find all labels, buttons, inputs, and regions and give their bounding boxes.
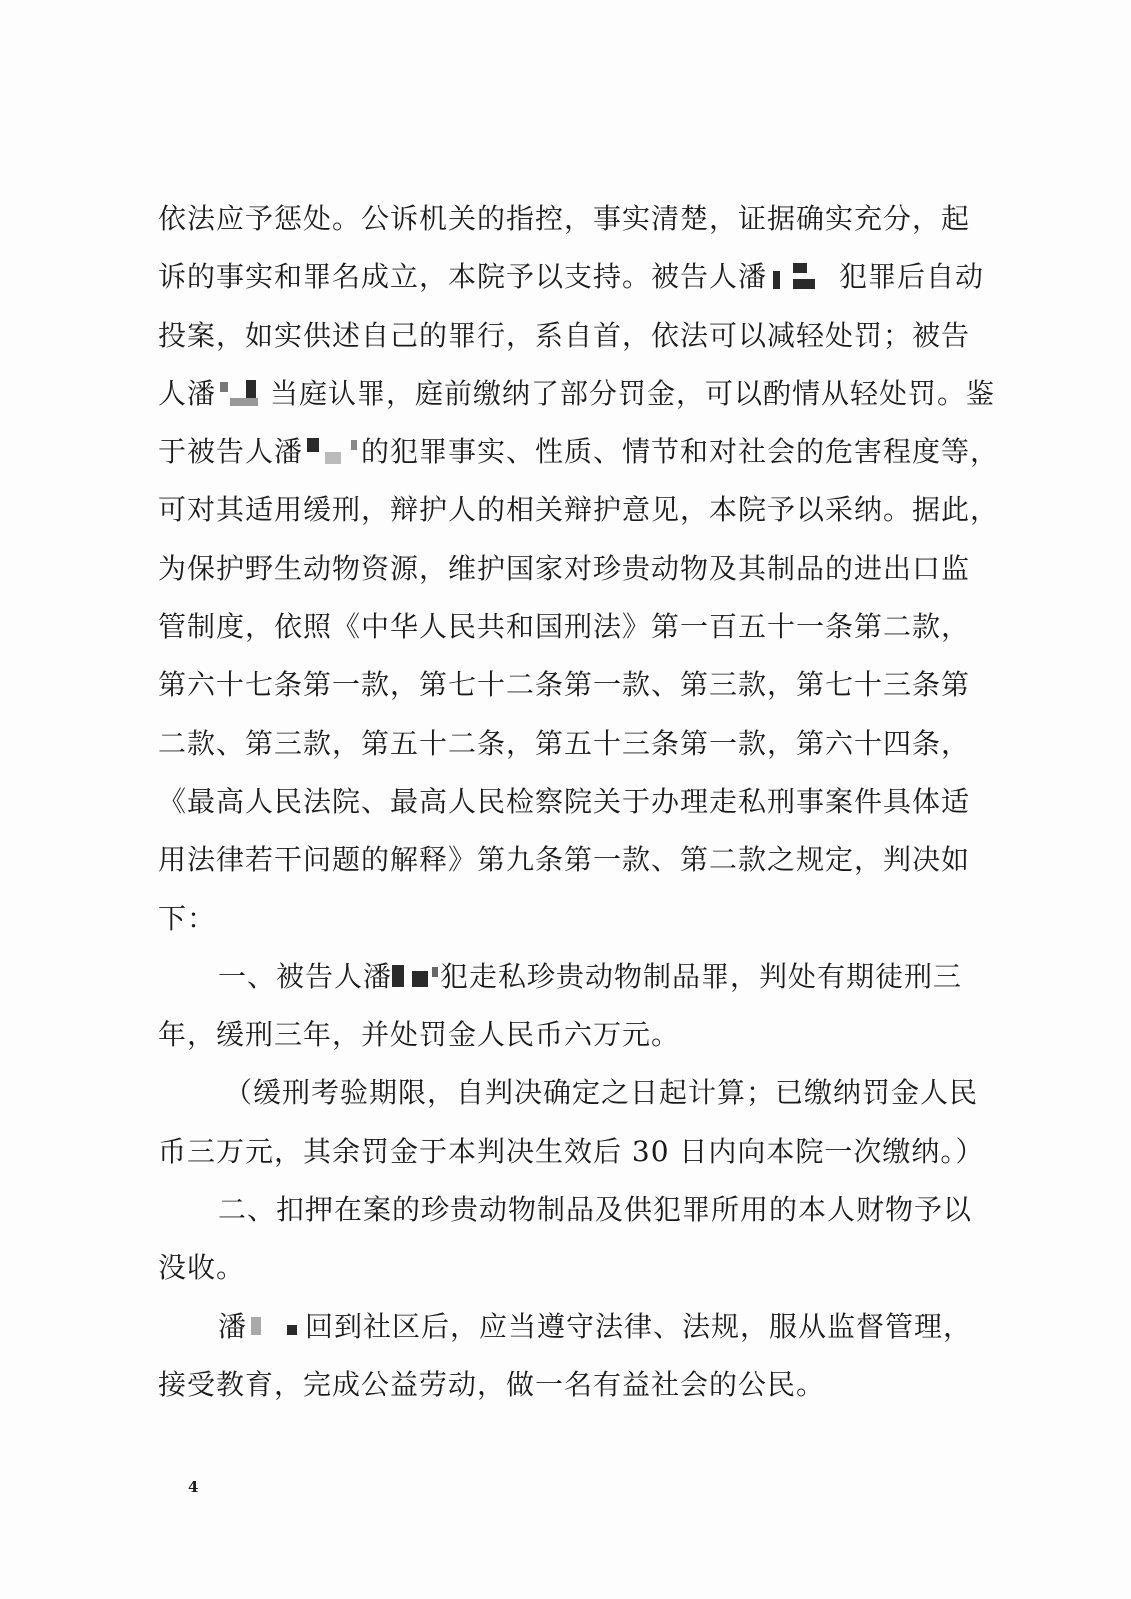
text-line: 投案，如实供述自己的罪行，系自首，依法可以减轻处罚；被告 <box>158 318 971 352</box>
redaction-mark <box>216 380 270 406</box>
text-line: 币三万元，其余罚金于本判决生效后 30 日内向本院一次缴纳。） <box>158 1134 985 1168</box>
text-line: 诉的事实和罪名成立，本院予以支持。被告人潘 犯罪后自动 <box>158 260 985 294</box>
redaction-mark <box>247 1313 305 1339</box>
text-line: 用法律若干问题的解释》第九条第一款、第二款之规定，判决如 <box>158 843 971 877</box>
redaction-mark <box>392 963 440 989</box>
judgment-text <box>158 190 1000 1414</box>
text-line: 二、扣押在案的珍贵动物制品及供犯罪所用的本人财物予以 <box>218 1193 973 1227</box>
text-line: 于被告人潘 的犯罪事实、性质、情节和对社会的危害程度等， <box>158 435 1000 469</box>
text-line: 第六十七条第一款，第七十二条第一款、第三款，第七十三条第 <box>158 668 971 702</box>
redaction-mark <box>767 263 839 289</box>
text-line: 依法应予惩处。公诉机关的指控，事实清楚，证据确实充分，起 <box>158 202 971 235</box>
text-line: 《最高人民法院、最高人民检察院关于办理走私刑事案件具体适 <box>158 784 971 818</box>
text-line: 潘 回到社区后，应当遵守法律、法规，服从监督管理， <box>218 1309 973 1343</box>
text-line: 人潘 当庭认罪，庭前缴纳了部分罚金，可以酌情从轻处罚。鉴 <box>158 376 996 410</box>
text-line: 二款、第三款，第五十二条，第五十三条第一款，第六十四条， <box>158 726 971 760</box>
text-line: 可对其适用缓刑，辩护人的相关辩护意见，本院予以采纳。据此， <box>158 493 1000 527</box>
text-line: 为保护野生动物资源，维护国家对珍贵动物及其制品的进出口监 <box>158 551 971 585</box>
text-line: （缓刑考验期限，自判决确定之日起计算；已缴纳罚金人民 <box>224 1076 979 1110</box>
text-line: 年，缓刑三年，并处罚金人民币六万元。 <box>158 1018 681 1052</box>
redaction-mark <box>303 438 361 464</box>
text-line: 下： <box>158 901 217 935</box>
text-line: 接受教育，完成公益劳动，做一名有益社会的公民。 <box>158 1367 826 1401</box>
text-line: 没收。 <box>158 1251 246 1285</box>
text-line: 管制度，依照《中华人民共和国刑法》第一百五十一条第二款， <box>158 610 971 644</box>
text-line: 一、被告人潘 犯走私珍贵动物制品罪，判处有期徒刑三 <box>218 959 963 993</box>
page-number: 4 <box>188 1478 199 1496</box>
